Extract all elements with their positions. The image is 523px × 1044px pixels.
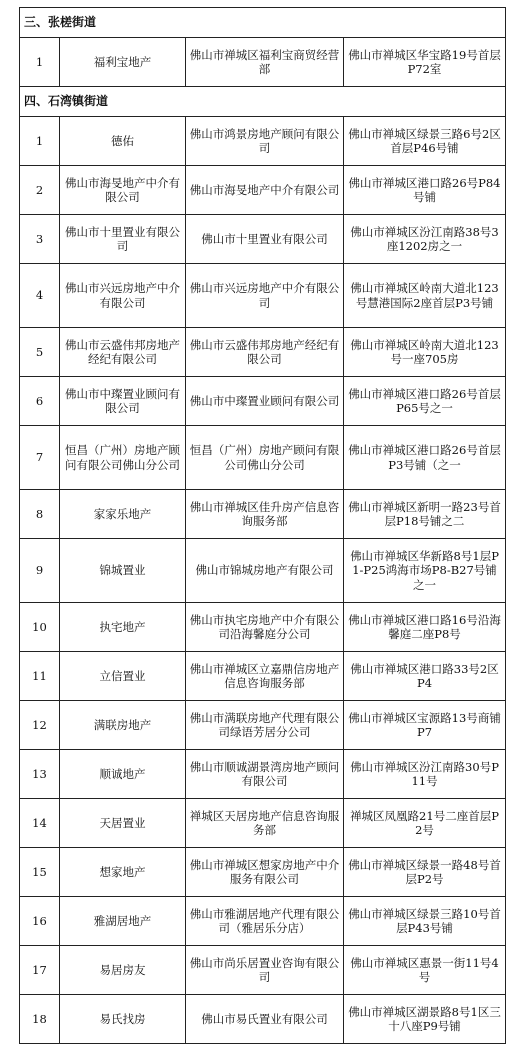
row-number: 6 bbox=[20, 377, 60, 426]
agency-name: 天居置业 bbox=[60, 799, 186, 848]
company-name: 佛山市易氏置业有限公司 bbox=[186, 995, 344, 1044]
address: 佛山市禅城区汾江南路38号3座1202房之一 bbox=[344, 215, 506, 264]
table-row bbox=[20, 166, 506, 215]
row-number: 10 bbox=[20, 603, 60, 652]
address: 佛山市禅城区岭南大道北123号一座705房 bbox=[344, 328, 506, 377]
table-row bbox=[20, 539, 506, 603]
table-row bbox=[20, 377, 506, 426]
row-number: 18 bbox=[20, 995, 60, 1044]
address: 佛山市禅城区宝源路13号商铺P7 bbox=[344, 701, 506, 750]
row-number: 8 bbox=[20, 490, 60, 539]
section-header-row bbox=[20, 8, 506, 38]
row-number: 3 bbox=[20, 215, 60, 264]
table-row bbox=[20, 215, 506, 264]
table-row bbox=[20, 117, 506, 166]
table-row bbox=[20, 750, 506, 799]
row-number: 2 bbox=[20, 166, 60, 215]
agency-name: 恒昌（广州）房地产顾问有限公司佛山分公司 bbox=[60, 426, 186, 490]
address: 佛山市禅城区港口路26号P84号铺 bbox=[344, 166, 506, 215]
address: 佛山市禅城区港口路33号2区P4 bbox=[344, 652, 506, 701]
row-number: 13 bbox=[20, 750, 60, 799]
table-row bbox=[20, 426, 506, 490]
address: 佛山市禅城区湖景路8号1区三十八座P9号铺 bbox=[344, 995, 506, 1044]
agency-name: 佛山市海旻地产中介有限公司 bbox=[60, 166, 186, 215]
table-row bbox=[20, 897, 506, 946]
row-number: 5 bbox=[20, 328, 60, 377]
agency-name: 顺诚地产 bbox=[60, 750, 186, 799]
agency-name: 佛山市十里置业有限公司 bbox=[60, 215, 186, 264]
table-row bbox=[20, 946, 506, 995]
address: 禅城区凤凰路21号二座首层P2号 bbox=[344, 799, 506, 848]
table-row bbox=[20, 701, 506, 750]
address: 佛山市禅城区惠景一街11号4号 bbox=[344, 946, 506, 995]
agency-name: 想家地产 bbox=[60, 848, 186, 897]
row-number: 1 bbox=[20, 117, 60, 166]
company-name: 佛山市禅城区佳升房产信息咨询服务部 bbox=[186, 490, 344, 539]
table-row bbox=[20, 799, 506, 848]
agency-name: 满联房地产 bbox=[60, 701, 186, 750]
table-body bbox=[20, 8, 506, 1044]
table-row bbox=[20, 603, 506, 652]
row-number: 14 bbox=[20, 799, 60, 848]
company-name: 佛山市兴远房地产中介有限公司 bbox=[186, 264, 344, 328]
table-row bbox=[20, 995, 506, 1044]
section-title: 三、张槎街道 bbox=[20, 8, 506, 38]
agency-table bbox=[19, 7, 506, 1044]
company-name: 佛山市雅湖居地产代理有限公司（雅居乐分店） bbox=[186, 897, 344, 946]
agency-name: 易居房友 bbox=[60, 946, 186, 995]
address: 佛山市禅城区港口路16号沿海馨庭二座P8号 bbox=[344, 603, 506, 652]
company-name: 佛山市海旻地产中介有限公司 bbox=[186, 166, 344, 215]
agency-name: 执宅地产 bbox=[60, 603, 186, 652]
section-header-row bbox=[20, 87, 506, 117]
address: 佛山市禅城区新明一路23号首层P18号铺之二 bbox=[344, 490, 506, 539]
table-row bbox=[20, 652, 506, 701]
address: 佛山市禅城区华宝路19号首层P72室 bbox=[344, 38, 506, 87]
company-name: 佛山市中璨置业顾问有限公司 bbox=[186, 377, 344, 426]
company-name: 佛山市禅城区想家房地产中介服务有限公司 bbox=[186, 848, 344, 897]
company-name: 佛山市云盛伟邦房地产经纪有限公司 bbox=[186, 328, 344, 377]
agency-name: 家家乐地产 bbox=[60, 490, 186, 539]
row-number: 17 bbox=[20, 946, 60, 995]
company-name: 佛山市禅城区福利宝商贸经营部 bbox=[186, 38, 344, 87]
company-name: 佛山市顺诚湖景湾房地产顾问有限公司 bbox=[186, 750, 344, 799]
address: 佛山市禅城区港口路26号首层P65号之一 bbox=[344, 377, 506, 426]
address: 佛山市禅城区绿景一路48号首层P2号 bbox=[344, 848, 506, 897]
company-name: 禅城区天居房地产信息咨询服务部 bbox=[186, 799, 344, 848]
company-name: 佛山市十里置业有限公司 bbox=[186, 215, 344, 264]
table-row bbox=[20, 328, 506, 377]
company-name: 佛山市尚乐居置业咨询有限公司 bbox=[186, 946, 344, 995]
row-number: 7 bbox=[20, 426, 60, 490]
company-name: 佛山市禅城区立嘉鼎信房地产信息咨询服务部 bbox=[186, 652, 344, 701]
row-number: 1 bbox=[20, 38, 60, 87]
company-name: 佛山市满联房地产代理有限公司绿语芳居分公司 bbox=[186, 701, 344, 750]
agency-name: 雅湖居地产 bbox=[60, 897, 186, 946]
agency-name: 佛山市云盛伟邦房地产经纪有限公司 bbox=[60, 328, 186, 377]
table-row bbox=[20, 264, 506, 328]
row-number: 16 bbox=[20, 897, 60, 946]
section-title: 四、石湾镇街道 bbox=[20, 87, 506, 117]
agency-name: 福利宝地产 bbox=[60, 38, 186, 87]
row-number: 11 bbox=[20, 652, 60, 701]
row-number: 12 bbox=[20, 701, 60, 750]
company-name: 佛山市鸿景房地产顾问有限公司 bbox=[186, 117, 344, 166]
table-row bbox=[20, 490, 506, 539]
company-name: 佛山市锦城房地产有限公司 bbox=[186, 539, 344, 603]
address: 佛山市禅城区华新路8号1层P1-P25鸿海市场P8-B27号铺之一 bbox=[344, 539, 506, 603]
table-row bbox=[20, 848, 506, 897]
address: 佛山市禅城区绿景三路6号2区首层P46号铺 bbox=[344, 117, 506, 166]
table-row bbox=[20, 38, 506, 87]
agency-name: 德佑 bbox=[60, 117, 186, 166]
agency-name: 锦城置业 bbox=[60, 539, 186, 603]
address: 佛山市禅城区汾江南路30号P11号 bbox=[344, 750, 506, 799]
address: 佛山市禅城区港口路26号首层P3号铺（之一 bbox=[344, 426, 506, 490]
row-number: 9 bbox=[20, 539, 60, 603]
row-number: 4 bbox=[20, 264, 60, 328]
agency-name: 佛山市中璨置业顾问有限公司 bbox=[60, 377, 186, 426]
address: 佛山市禅城区岭南大道北123号慧港国际2座首层P3号铺 bbox=[344, 264, 506, 328]
company-name: 佛山市执宅房地产中介有限公司沿海馨庭分公司 bbox=[186, 603, 344, 652]
agency-name: 立信置业 bbox=[60, 652, 186, 701]
agency-name: 易氏找房 bbox=[60, 995, 186, 1044]
agency-name: 佛山市兴远房地产中介有限公司 bbox=[60, 264, 186, 328]
company-name: 恒昌（广州）房地产顾问有限公司佛山分公司 bbox=[186, 426, 344, 490]
address: 佛山市禅城区绿景三路10号首层P43号铺 bbox=[344, 897, 506, 946]
row-number: 15 bbox=[20, 848, 60, 897]
